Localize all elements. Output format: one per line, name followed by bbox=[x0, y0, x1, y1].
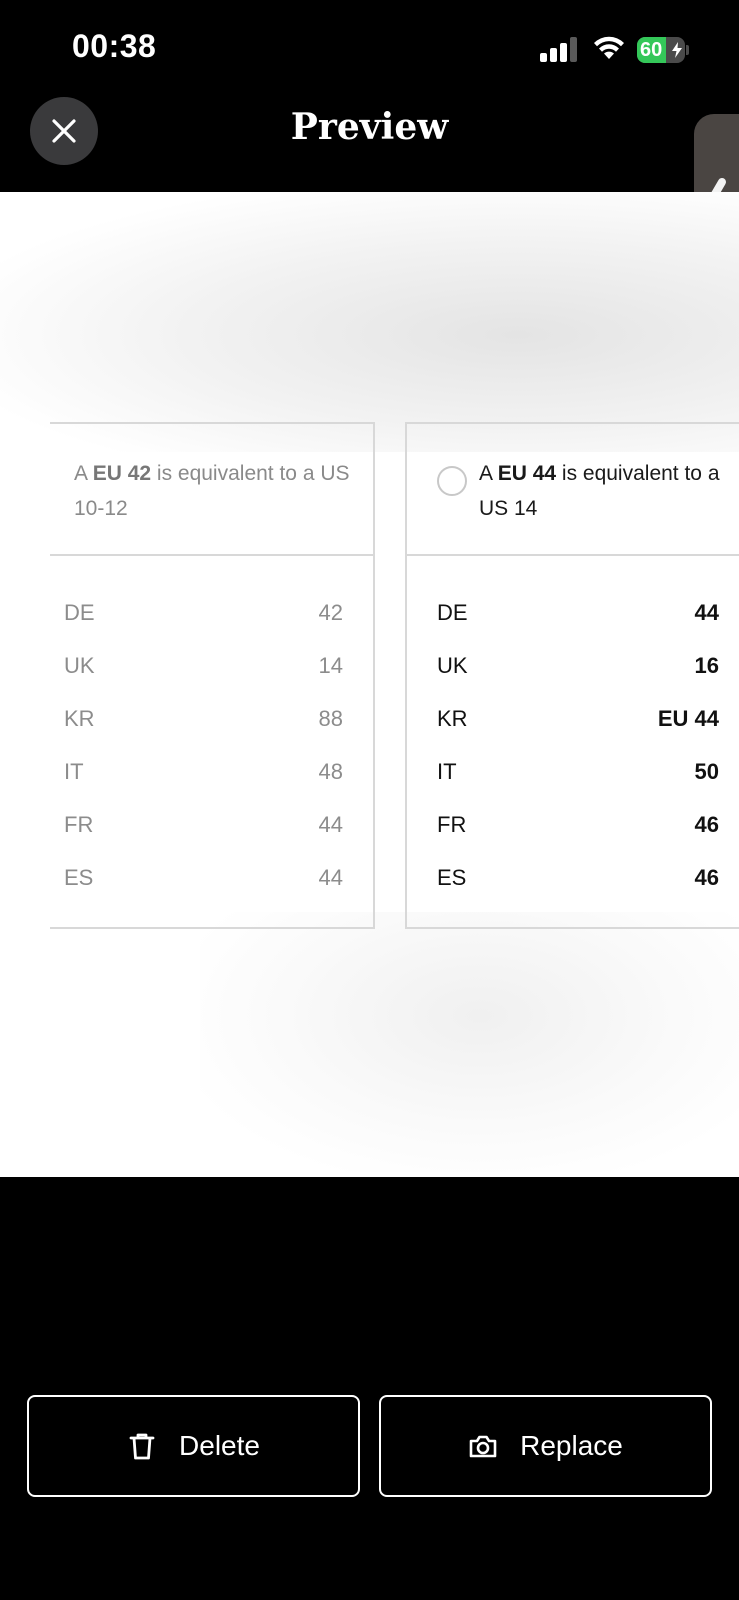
size-region: KR bbox=[64, 706, 95, 731]
size-region: IT bbox=[437, 759, 457, 784]
card-header bbox=[407, 424, 739, 556]
card-description: A EU 42 is equivalent to a US 10-12 bbox=[74, 462, 350, 520]
size-region: KR bbox=[437, 706, 468, 731]
size-value: EU 44 bbox=[657, 706, 719, 731]
size-row bbox=[407, 859, 739, 899]
size-region: UK bbox=[64, 653, 95, 678]
size-region: DE bbox=[64, 600, 95, 625]
size-value: 44 bbox=[318, 812, 343, 837]
size-card-eu42 bbox=[50, 422, 375, 929]
status-time: 00:38 bbox=[72, 28, 157, 64]
replace-button[interactable] bbox=[379, 1395, 712, 1497]
card-description: A EU 44 is equivalent to a US 14 bbox=[479, 462, 720, 520]
battery-percent: 60 bbox=[640, 39, 663, 61]
size-region: ES bbox=[437, 865, 467, 890]
size-row bbox=[50, 859, 373, 899]
size-value: 46 bbox=[694, 865, 719, 890]
size-row bbox=[407, 594, 739, 634]
page-title: Preview bbox=[290, 106, 449, 148]
size-card-eu44 bbox=[405, 422, 739, 929]
size-value: 14 bbox=[318, 653, 343, 678]
size-row bbox=[50, 647, 373, 687]
size-value: 16 bbox=[694, 653, 719, 678]
size-row bbox=[50, 753, 373, 793]
size-row bbox=[407, 647, 739, 687]
size-value: 44 bbox=[694, 600, 719, 625]
signal-icon bbox=[540, 36, 578, 62]
size-row bbox=[407, 700, 739, 740]
delete-label: Delete bbox=[179, 1430, 260, 1461]
status-bar bbox=[0, 0, 739, 92]
size-region: ES bbox=[64, 865, 94, 890]
size-value: 50 bbox=[694, 759, 719, 784]
preview-image bbox=[0, 192, 739, 1177]
size-row bbox=[407, 806, 739, 846]
size-region: IT bbox=[64, 759, 84, 784]
size-row bbox=[50, 806, 373, 846]
size-row bbox=[407, 753, 739, 793]
size-value: 42 bbox=[318, 600, 343, 625]
size-value: 44 bbox=[318, 865, 343, 890]
delete-button[interactable] bbox=[27, 1395, 360, 1497]
size-row bbox=[50, 594, 373, 634]
card-header bbox=[50, 424, 373, 556]
battery-charging-icon bbox=[637, 37, 689, 63]
camera-icon bbox=[468, 1431, 498, 1461]
size-region: DE bbox=[437, 600, 468, 625]
size-region: UK bbox=[437, 653, 468, 678]
size-region: FR bbox=[64, 812, 94, 837]
wifi-icon bbox=[592, 33, 626, 61]
size-row bbox=[50, 700, 373, 740]
charging-bolt-icon bbox=[671, 42, 683, 58]
size-value: 88 bbox=[318, 706, 343, 731]
trash-icon bbox=[127, 1431, 157, 1461]
replace-label: Replace bbox=[520, 1430, 623, 1461]
size-region: FR bbox=[437, 812, 467, 837]
size-value: 48 bbox=[318, 759, 343, 784]
size-radio-button bbox=[437, 466, 467, 496]
size-value: 46 bbox=[694, 812, 719, 837]
